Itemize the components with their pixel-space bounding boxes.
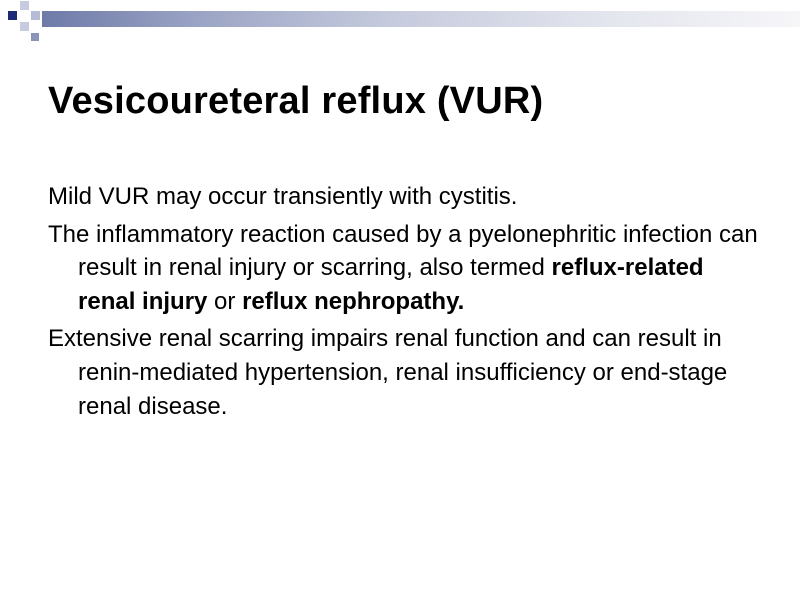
paragraph-2: [48, 218, 763, 319]
header-decoration-bar: [42, 11, 800, 27]
decorative-square: [20, 1, 29, 10]
bold-term-reflux-related-renal-injury: reflux-related renal injury: [78, 254, 704, 315]
bold-term-reflux-nephropathy: reflux nephropathy.: [242, 287, 465, 315]
paragraph-1: [48, 180, 763, 214]
decorative-square: [31, 11, 40, 20]
decorative-square: [8, 11, 17, 20]
decorative-square: [20, 22, 29, 31]
slide-title: Vesicoureteral reflux (VUR): [48, 80, 544, 122]
paragraph-text: or: [207, 287, 243, 315]
paragraph-text: Mild VUR may occur transiently with cystitis.: [48, 183, 518, 210]
decorative-square: [31, 33, 39, 41]
slide-body: [48, 180, 763, 427]
paragraph-text: Extensive renal scarring impairs renal function and can result in renin-mediated hypertension, renal insufficiency or end-stage renal disease.: [48, 325, 728, 420]
paragraph-text: The inflammatory reaction caused by a pyelonephritic infection can result in renal injury or scarring, also termed: [48, 220, 758, 282]
paragraph-3: [48, 322, 763, 423]
